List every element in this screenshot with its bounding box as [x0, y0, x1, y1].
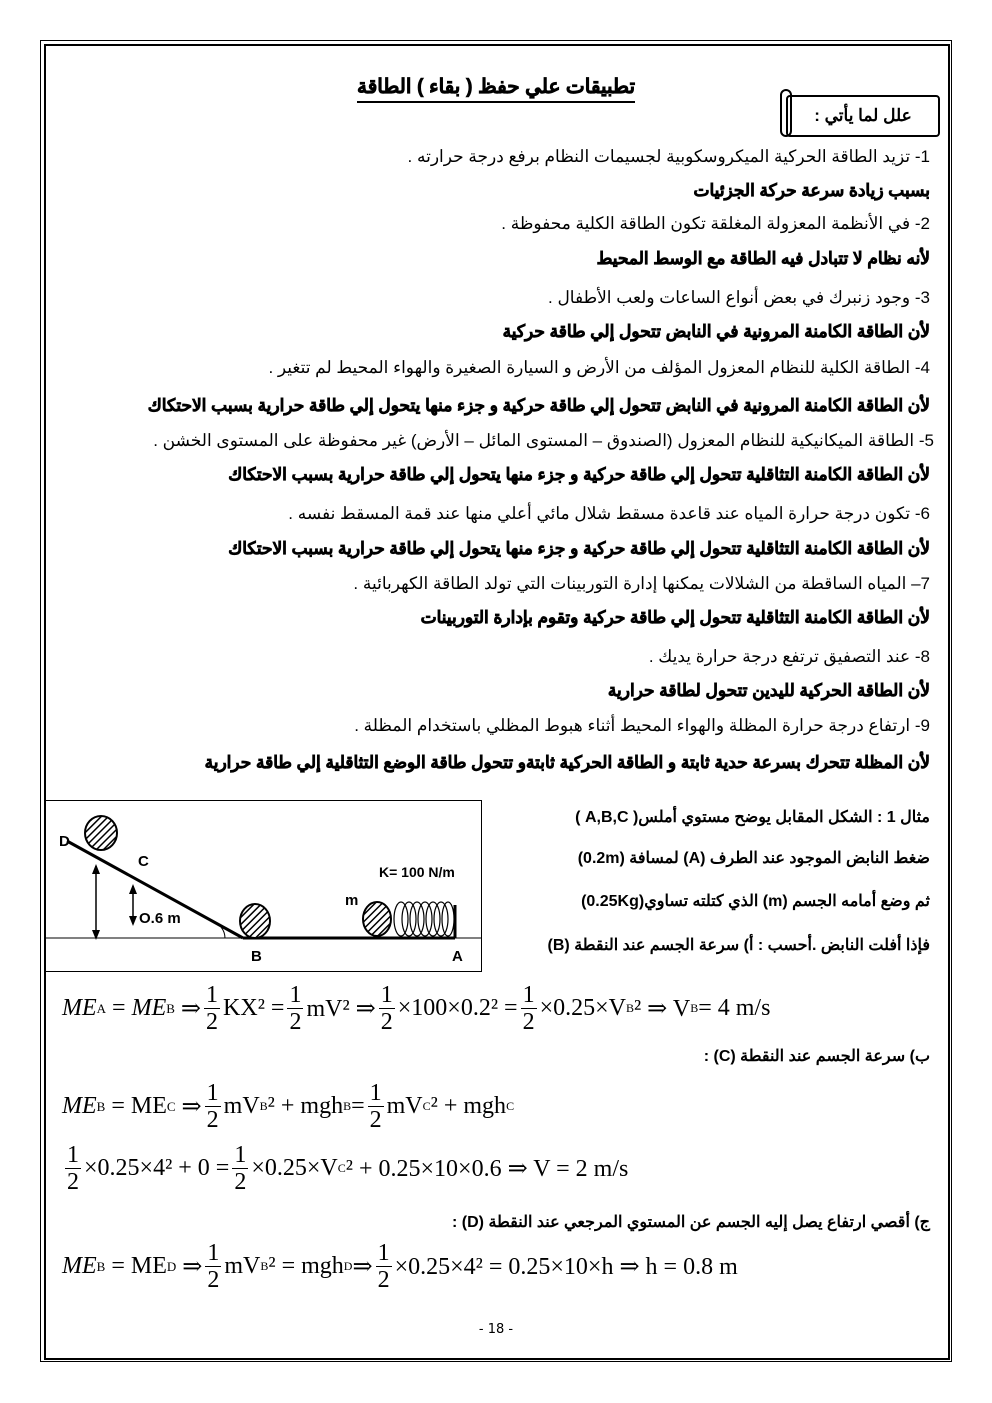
numerator: 1: [234, 1142, 247, 1168]
eq-term: = ME: [111, 1253, 167, 1279]
label-spring-constant: K= 100 N/m: [379, 864, 455, 880]
ball-d: [85, 816, 117, 850]
eq-term: mV² ⇒: [306, 996, 376, 1022]
fraction-half: [521, 982, 537, 1035]
question-3: 3- وجود زنبرك في بعض أنواع الساعات ولعب الأطفال .: [548, 288, 930, 307]
instruction-scroll: علل لما يأتي :: [786, 95, 940, 137]
label-m: m: [345, 892, 359, 909]
answer-4: لأن الطاقة الكامنة المرونية في النابض تتحول إلي طاقة حركية و جزء منها يتحول إلي طاقة حرارية بسبب الاحتكاك: [147, 396, 930, 415]
eq-term: ² + mgh: [267, 1093, 344, 1119]
eq-term: ME: [131, 995, 167, 1021]
fraction-half: [287, 982, 303, 1035]
spring-coils: [394, 902, 454, 936]
eq-term: ×0.25×4² = 0.25×10×h ⇒ h = 0.8 m: [394, 1254, 738, 1280]
label-a: A: [452, 948, 463, 965]
denominator: 2: [234, 1169, 247, 1195]
example-line-1: مثال 1 : الشكل المقابل يوضح مستوي أملس( A,B,C ): [575, 809, 930, 826]
equation-2: ME B = ME C ⇒ $\frac{1}{2}$ mV B ² + mgh B = $\frac{1}{2}$ mV C ² + mgh C: [62, 1080, 515, 1133]
question-1: 1- تزيد الطاقة الحركية الميكروسكوبية لجسيمات النظام برفع درجة حرارته .: [407, 147, 930, 166]
eq-term: ² + 0.25×10×0.6 ⇒ V = 2 m/s: [345, 1156, 629, 1182]
eq-term: ² ⇒ V: [633, 996, 691, 1022]
eq-term: ⇒: [182, 1254, 203, 1280]
denominator: 2: [67, 1169, 79, 1195]
eq-term: =: [351, 1093, 365, 1119]
numerator: 1: [206, 1080, 219, 1106]
denominator: 2: [522, 1009, 535, 1035]
fraction-half: [204, 982, 220, 1035]
eq-term: ² + mgh: [430, 1093, 507, 1119]
answer-6: لأن الطاقة الكامنة التثاقلية تتحول إلي طاقة حركية و جزء منها يتحول إلي طاقة حرارية بسبب الاحتكاك: [228, 539, 930, 558]
answer-5: لأن الطاقة الكامنة التثاقلية تتحول إلي طاقة حركية و جزء منها يتحول إلي طاقة حرارية بسبب الاحتكاك: [228, 465, 930, 484]
question-5: 5- الطاقة الميكانيكية للنظام المعزول (الصندوق – المستوى المائل – الأرض) غير محفوظة على المستوى الخشن .: [153, 431, 934, 450]
fraction-half: [232, 1142, 248, 1195]
eq-term: mV: [223, 1093, 260, 1119]
fraction-half: [65, 1142, 81, 1195]
numerator: 1: [206, 982, 219, 1008]
eq-term: ×0.25×4² + 0 =: [84, 1155, 230, 1181]
equation-1: ME A = ME B ⇒ $\frac{1}{2}$ KX² = $\frac{1}{2}$ mV² ⇒ $\frac{1}{2}$ ×100×0.2² = $\frac{1}{2}$ ×0.25×V B ² ⇒ V B = 4 m/s: [62, 982, 771, 1035]
ball-m: [363, 902, 391, 936]
answer-2: لأنه نظام لا تتبادل فيه الطاقة مع الوسط المحيط: [596, 249, 930, 268]
denominator: 2: [377, 1267, 390, 1293]
eq-term: ² = mgh: [268, 1253, 344, 1279]
fraction-half: [379, 982, 395, 1035]
example-line-2: ضغط النابض الموجود عند الطرف (A) لمسافة (0.2m): [577, 850, 930, 867]
eq-term: ⇒: [181, 1094, 202, 1120]
label-d: D: [59, 833, 70, 850]
label-b: B: [251, 948, 262, 965]
answer-8: لأن الطاقة الحركية لليدين تتحول لطاقة حرارية: [607, 681, 930, 700]
numerator: 1: [207, 1240, 220, 1266]
diagram-svg: [45, 801, 481, 971]
label-height: O.6 m: [139, 910, 181, 927]
eq-term: ⇒: [180, 996, 202, 1022]
label-c: C: [138, 853, 149, 870]
numerator: 1: [380, 982, 393, 1008]
question-7: 7– المياه الساقطة من الشلالات يمكنها إدارة التوربينات التي تولد الطاقة الكهربائية .: [353, 574, 930, 593]
eq-term: = ME: [111, 1093, 167, 1119]
numerator: 1: [522, 982, 535, 1008]
eq-term: ME: [62, 1093, 97, 1119]
example-line-4: فإذا أفلت النابض .أحسب : أ) سرعة الجسم عند النقطة (B): [547, 937, 930, 954]
answer-7: لأن الطاقة الكامنة التثاقلية تتحول إلي طاقة حركية وتقوم بإدارة التوربينات: [420, 608, 930, 627]
denominator: 2: [369, 1107, 382, 1133]
question-2: 2- في الأنظمة المعزولة المغلقة تكون الطاقة الكلية محفوظة .: [501, 214, 930, 233]
equation-4: ME B = ME D ⇒ $\frac{1}{2}$ mV B ² = mgh D ⇒ $\frac{1}{2}$ ×0.25×4² = 0.25×10×h ⇒ h = 0.8 m: [62, 1240, 738, 1293]
fraction-half: [368, 1080, 384, 1133]
eq-term: ×0.25×V: [251, 1155, 338, 1181]
denominator: 2: [206, 1107, 219, 1133]
eq-term: KX² =: [223, 995, 285, 1021]
answer-9: لأن المظلة تتحرك بسرعة حدية ثابتة و الطاقة الحركية ثابتةو تتحول طاقة الوضع التثاقلية إلي طاقة حرارية: [204, 753, 930, 772]
equation-3: $\frac{1}{2}$ ×0.25×4² + 0 = $\frac{1}{2}$ ×0.25×V C ² + 0.25×10×0.6 ⇒ V = 2 m/s: [67, 1142, 629, 1195]
part-c-label: ج) أقصي ارتفاع يصل إليه الجسم عن المستوي المرجعي عند النقطة (D) :: [452, 1214, 930, 1231]
eq-term: = 4 m/s: [698, 995, 771, 1021]
question-4: 4- الطاقة الكلية للنظام المعزول المؤلف من الأرض و السيارة الصغيرة والهواء المحيط لم تتغير .: [268, 358, 930, 377]
eq-term: ⇒: [352, 1254, 373, 1280]
page-number: - 18 -: [478, 1322, 514, 1337]
denominator: 2: [206, 1009, 219, 1035]
denominator: 2: [380, 1009, 393, 1035]
question-6: 6- تكون درجة حرارة المياه عند قاعدة مسقط شلال مائي أعلي منها عند قمة المسقط نفسه .: [288, 504, 930, 523]
example-line-3: ثم وضع أمامه الجسم (m) الذي كتلته تساوي(0.25Kg): [581, 893, 930, 910]
question-8: 8- عند التصفيق ترتفع درجة حرارة يديك .: [648, 647, 930, 666]
eq-term: mV: [224, 1253, 261, 1279]
question-9: 9- ارتفاع درجة حرارة المظلة والهواء المحيط أثناء هبوط المظلي باستخدام المظلة .: [354, 716, 930, 735]
answer-1: بسبب زيادة سرعة حركة الجزئيات: [693, 181, 930, 200]
fraction-half: [205, 1080, 221, 1133]
denominator: 2: [207, 1267, 220, 1293]
answer-3: لأن الطاقة الكامنة المرونية في النابض تتحول إلي طاقة حركية: [502, 322, 930, 341]
eq-term: ME: [62, 1253, 97, 1279]
numerator: 1: [377, 1240, 390, 1266]
eq-term: ME: [62, 995, 97, 1021]
numerator: 1: [369, 1080, 382, 1106]
eq-term: ×0.25×V: [539, 995, 626, 1021]
fraction-half: [205, 1240, 221, 1293]
eq-term: ×100×0.2² =: [397, 995, 518, 1021]
eq-term: mV: [386, 1093, 423, 1119]
fraction-half: [376, 1240, 392, 1293]
part-b-label: ب) سرعة الجسم عند النقطة (C) :: [703, 1048, 930, 1065]
ball-b: [240, 904, 270, 938]
numerator: 1: [67, 1142, 79, 1168]
numerator: 1: [289, 982, 302, 1008]
incline-spring-diagram: [44, 800, 482, 972]
denominator: 2: [289, 1009, 302, 1035]
title-text: تطبيقات علي حفظ ( بقاء ) الطاقة: [357, 76, 635, 103]
